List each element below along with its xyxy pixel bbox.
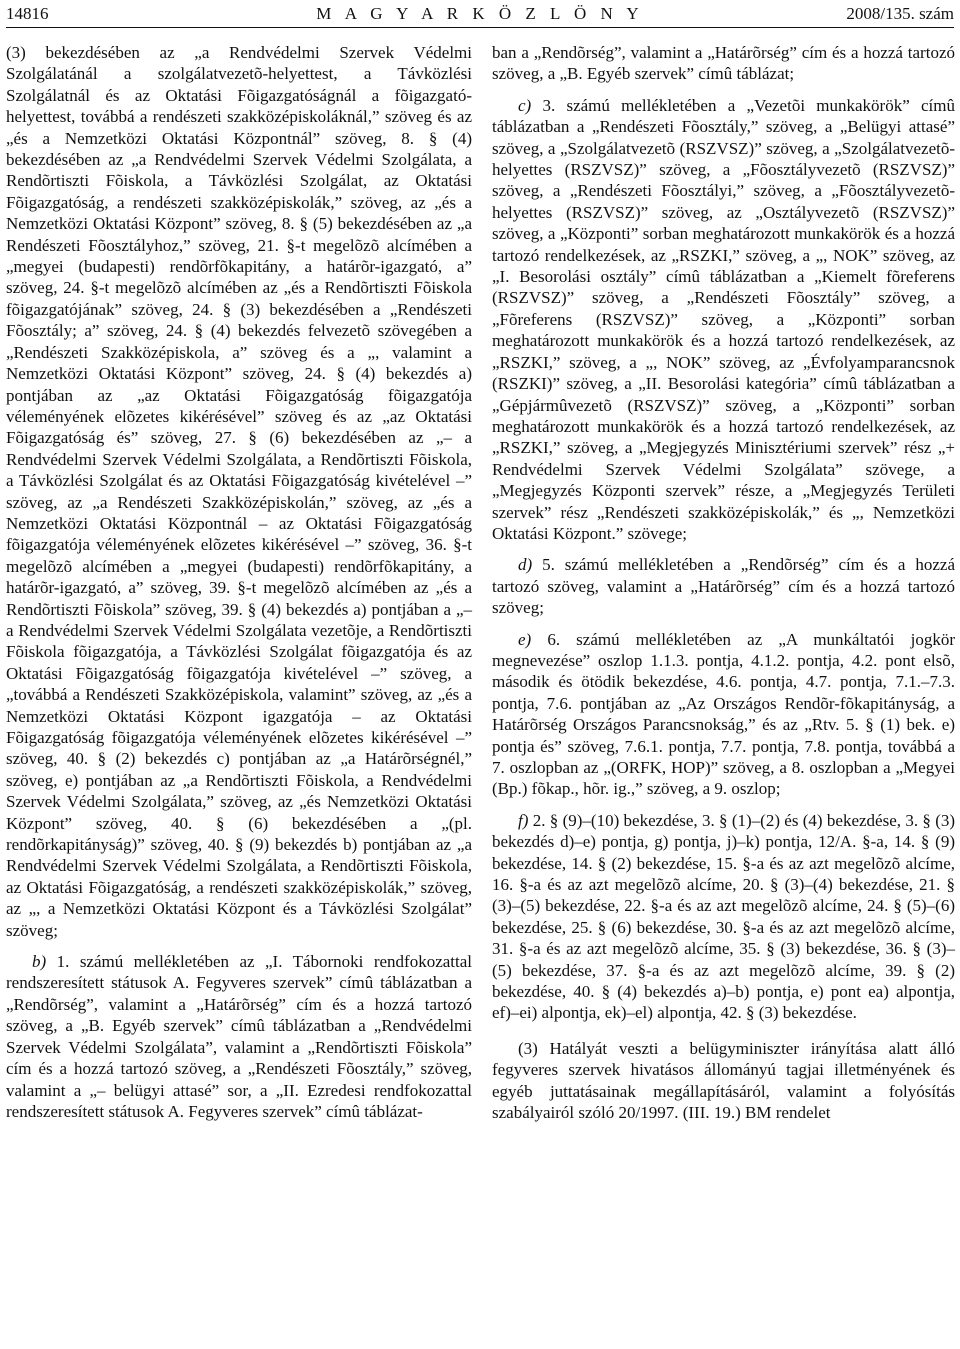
item-label: b) — [32, 952, 47, 972]
item-text: 5. számú mellékletében a „Rendõrség” cím és a hozzá tartozó szöveg, valamint a „Határõrség” cím és a hozzá tartozó szöveg; — [492, 555, 956, 618]
page-number: 14816 — [6, 4, 49, 23]
item-label: d) — [518, 555, 533, 575]
paragraph-continuation: (3) bekezdésében az „a Rendvédelmi Szervek Védelmi Szolgálatánál a szolgálatvezetõ-helyettest, a Távközlési Szolgálatnál és az Oktatási Fõigazgatóságnál a fõigazgató-helyettest, továbbá a rendészeti szakközépiskoláknál,” szöveg és az „és a Nemzetközi Oktatási Központnál” szöveg, 8. § (4) bekezdésében az „a Rendvédelmi Szervek Védelmi Szolgálata, a Rendõrtiszti Fõiskola, a Távközlési Szolgálat, az Oktatási Fõigazgatóság, a rendészeti szakközépiskolák,” szöveg, az „és a Nemzetközi Oktatási Központ” szöveg, 8. § (5) bekezdésében az „a Rendészeti Fõosztályhoz,” szöveg, 21. §-t megelõzõ alcímében a „megyei (budapesti) rendõrfõkapitány, a határõr-igazgató, a” szöveg, 24. §-t megelõzõ alcímében az „és a Rendõrtiszti Fõiskola fõigazgatójának” szöveg, 24. § (3) bekezdésében a „Rendészeti Fõosztály; a” szöveg, 24. § (4) bekezdés felvezetõ szövegében a „Rendészeti Szakközépiskola, a” szöveg és a „, valamint a Nemzetközi Oktatási Központ” szöveg, 24. § (4) bekezdés a) pontjában az „az Oktatási Fõigazgatóság fõigazgatója véleményének elõzetes kikérésével” szöveg és az „az Oktatási Fõigazgatóság és” szöveg, 27. § (6) bekezdésében az „– a Rendvédelmi Szervek Védelmi Szolgálata, a Rendõrtiszti Fõiskola, a Távközlési Szolgálat és az Oktatási Fõigazgatóság kivételével –” szöveg, az „a Rendészeti Szakközépiskolán,” szöveg, az „és a Nemzetközi Oktatási Központnál – az Oktatási Fõigazgatóság fõigazgatója véleményének elõzetes kikérésével –” szöveg, 36. §-t megelõzõ alcímében a „megyei (budapesti) rendõrfõkapitány, a határõr-igazgató, a” szöveg, 39. §-t megelõzõ alcímében az „és a Rendõrtiszti Fõiskola” szöveg, 39. § (4) bekezdés a) pontjában a „– a Rendvédelmi Szervek Védelmi Szolgálata vezetõje, a Rendõrtiszti Fõiskola fõigazgatója, a Távközlési Szolgálat fõigazgatója és az Oktatási Fõigazgatóság fõigazgatója kivételével –” szöveg, a „továbbá a Rendészeti Szakközépiskola, valamint” szöveg, az „és a Nemzetközi Oktatási Központ igazgatója – az Oktatási Fõigazgatóság fõigazgatója véleményének elõzetes kikérésével –” szöveg, 40. § (2) bekezdés c) pontjában az „a Határõrségnél,” szöveg, e) pontjában az „a Rendõrtiszti Fõiskola, a Rendvédelmi Szervek Védelmi Szolgálata,” szöveg, az „és Nemzetközi Oktatási Központ” szöveg, 40. § (6) bekezdésében a „(pl. rendõrkapitányság)” szöveg, 40. § (9) bekezdés b) pontjában az „a Rendvédelmi Szervek Védelmi Szolgálata, a Rendõrtiszti Fõiskola, az Oktatási Fõigazgatóság, a rendészeti szakközépiskolák,” szöveg, az „, a Nemzetközi Oktatási Központ és a Távközlési Szolgálat” szöveg; — [6, 43, 472, 940]
list-item-f — [492, 810, 955, 1024]
item-text: 1. számú mellékletében az „I. Tábornoki rendfokozattal rendszeresített státusok A. Fegyveres szervek” címû táblázatban a „Rendõrség”, valamint a „Határõrség” cím és a hozzá tartozó szöveg, a „B. Egyéb szervek” címû táblázatban a „Rendvédelmi Szervek Védelmi Szolgálata”, valamint a „Rendõrtiszti Fõiskola” cím és a hozzá tartozó szöveg, a „Rendészeti Fõosztály,” szöveg, valamint a „– belügyi attasé” sor, a „II. Ezredesi rendfokozattal rendszeresített státusok A. Fegyveres szervek” címû táblázat- — [6, 952, 473, 1121]
list-item-c — [492, 95, 955, 545]
issue-number: 2008/135. szám — [846, 4, 954, 23]
item-text: 6. számú mellékletében az „A munkáltatói jogkör megnevezése” oszlop 1.1.3. pontja, 4.1.2. pontja, 4.2. pont elsõ, második és ötödik bekezdése, 4.6. pontja, 4.7. pontja, 7.1.–7.3. pontja, 7.6. pontjában az „Az Országos Rendõr-fõkapitányság, a Határõrség Országos Parancsnokság,” és az „Rtv. 5. § (1) bek. e) pontja és” szöveg, 7.6.1. pontja, 7.7. pontja, 7.8. pontja, továbbá a 7. oszlopban az „(ORFK, HOP)” szöveg, a 8. oszlopban a „Megyei (Bp.) fõkap., hõr. ig.,” szöveg, a 9. oszlop; — [492, 629, 956, 799]
closing-paragraph: (3) Hatályát veszti a belügyminiszter irányítása alatt álló fegyveres szervek hivatásos állományú tagjai illetményének és egyéb juttatásainak megállapításáról, valamint a folyósítás szabályairól szóló 20/1997. (III. 19.) BM rendelet — [492, 1038, 955, 1123]
left-column — [6, 42, 472, 1122]
header-rule — [6, 27, 954, 28]
list-item-d — [492, 554, 955, 618]
item-label: c) — [518, 95, 532, 115]
right-column — [492, 42, 955, 1124]
journal-title: M A G Y A R K Ö Z L Ö N Y — [316, 4, 644, 23]
item-text: 3. számú mellékletében a „Vezetõi munkakörök” címû táblázatban a „Rendészeti Fõosztály,” szöveg, a „Belügyi attasé” szöveg, a „Szolgálatvezetõ (RSZVSZ)” szöveg, a „Szolgálatvezetõ-helyettes (RSZVSZ)” szöveg, a „Fõosztályvezetõ (RSZVSZ)” szöveg, a „Rendészeti Fõosztályi,” szöveg, a „Fõosztályvezetõ-helyettes (RSZVSZ)” szöveg, az „Osztályvezetõ (RSZVSZ)” szöveg, a „Központi” sorban meghatározott munkakörök és a hozzá tartozó rendelkezések, az „RSZKI,” szöveg, a „, NOK” szöveg, az „I. Besorolási osztály” címû táblázatban a „Kiemelt fõreferens (RSZVSZ)” szöveg, a „Rendészeti Fõosztály” szöveg, a „Fõreferens (RSZVSZ)” szöveg, a „Központi” sorban meghatározott munkakörök és a hozzá tartozó rendelkezések, az „RSZKI,” szöveg, a „, NOK” szöveg, az „Évfolyamparancsnok (RSZKI)” szöveg, a „II. Besorolási kategória” címû táblázatban a „Gépjármûvezetõ (RSZVSZ)” szöveg, a „Központi” sorban meghatározott munkakörök és a hozzá tartozó rendelkezések, az „RSZKI,” szöveg, a „Megjegyzés Minisztériumi szervek” rész „+ Rendvédelmi Szervek Védelmi Szolgálata” szövege, a „Megjegyzés Központi szervek” része, a „Megjegyzés Területi szervek” rész „Rendészeti szakközépiskolák,” és „, Nemzetközi Oktatási Központ.” szövege; — [492, 95, 955, 543]
item-label: e) — [518, 629, 532, 649]
list-item-b — [6, 951, 472, 1122]
item-text: 2. § (9)–(10) bekezdése, 3. § (1)–(2) és (4) bekezdése, 3. § (3) bekezdés d)–e) pontja, g) pontja, j)–k) pontja, 12/A. §-a, 14. § (9) bekezdése, 14. § (2) bekezdése, 15. §-a és az azt megelõzõ alcíme, 16. §-a és az azt megelõzõ alcíme, 20. § (3)–(4) bekezdése, 21. § (3)–(5) bekezdése, 22. §-a és az azt megelõzõ alcíme, 24. § (5)–(6) bekezdése, 25. § (6) bekezdése, 30. §-a és az azt megelõzõ alcíme, 31. §-a és az azt megelõzõ alcíme, 35. § (3) bekezdése, 36. § (3)–(5) bekezdése, 37. §-a és az azt megelõzõ alcíme, 39. § (2) bekezdése, 40. § (4) bekezdés a)–b) pontja, e) pont ea) alpontja, ef)–ei) alpontja, ek)–el) alpontja, 42. § (3) bekezdése. — [492, 810, 956, 1023]
item-label: f) — [518, 810, 529, 830]
list-item-e — [492, 629, 955, 800]
paragraph-continuation: ban a „Rendõrség”, valamint a „Határõrség” cím és a hozzá tartozó szöveg, a „B. Egyéb szervek” címû táblázat; — [492, 43, 955, 84]
